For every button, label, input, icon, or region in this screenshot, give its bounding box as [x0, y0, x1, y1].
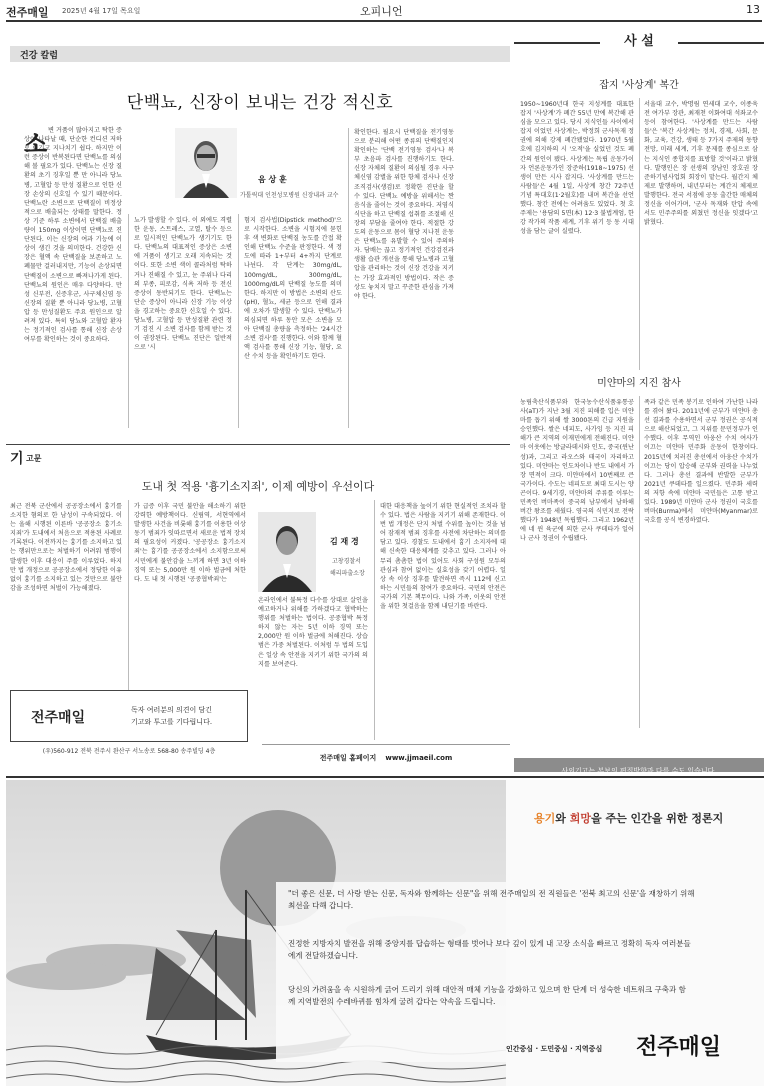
- editorial-label-box: [600, 30, 678, 52]
- contribution-col-a: 최근 전북 군산에서 공공장소에서 흉기를 소지한 혐의로 한 남성이 구속되었다. 이는 올해 시행된 이른바 '공공장소 흉기소지죄'가 도내에서 처음으로 적용된 사례로 기록된다. 이전까지는 흉기를 소지하고 있는 행위만으로는 처벌하기 어려워 범행이 발생한 이후 대응이 주를 이루었다. 하지만 법 개정으로 공공장소에서 정당한 이유 없이 흉기를 소지하고 있는 것만으로 불안감을 조성하면 처벌이 가능해졌다.: [10, 503, 122, 592]
- editorial-title-1: 잡지 '사상계' 복간: [599, 80, 679, 91]
- ad-headline-rest: 을 주는 인간을 위한 정론지: [591, 812, 724, 825]
- submission-logo: 전주매일: [31, 710, 86, 726]
- submission-address: (우)560-912 전북 전주시 완산구 서노송로 568-80 송주빌딩 4층: [42, 748, 216, 755]
- editorial-2-col-b: 족과 같은 민족 봉기로 인하여 가난한 나라를 겪어 왔다. 2011년에 군부가 미얀마 총선 결과를 수용하면서 군부 정권은 공식적으로 해산되었고, 그 지위를 문민정부가 인수했다. 이후 무역인 아웅산 수치 여사가 이끄는 미얀마 민주화 운동이 한창이다. 2015년에 치러진 총선에서 아웅산 수치가 이끄는 당이 압승해 군부와 권력을 나누었다. 그러나 총선 결과에 반발한 군부가 2021년 쿠데타를 일으켰다. 민주화 세력의 저항 속에 미얀마 국민들은 고통 받고 있다. 1989년 미얀마 군사 정권이 국호를 버마(Burma)에서 미얀마(Myanmar)로 국호를 공식 변경하였다.: [644, 399, 758, 525]
- header-section: 오피니언: [360, 5, 403, 18]
- author-name: 음 상 훈: [258, 175, 287, 184]
- editorial-2-col-a: 농림축산식품부와 한국농수산식품유통공사(aT)가 지난 3월 지진 피해를 입은 미얀마를 돕기 위해 쌀 3000톤의 긴급 지원을 승인했다. 쌀은 네피도, 사가잉 등 지진 피해가 큰 지역의 이재민에게 전해진다. 미얀마 이웃에는 방글라데시와 인도, 중국(윈난성)과, 그리고 라오스와 태국이 자리하고 있다. 미얀마는 인도차이나 반도 내에서 가장 면적이 크다. 미얀마에서 10번째로 큰 국가이다. 수도는 네피도로 최대 도시는 양곤이다. 9세기경, 미얀마의 주류를 이루는 민족인 버마족이 중국의 남부에서 남하해 버간 왕조를 세웠다. 영국의 식민지로 전락했다가 1948년 독립했다. 그리고 1962년에 네 윈 육군에 의한 군사 쿠데타가 일어나 군사 정권이 수립됐다.: [520, 399, 634, 543]
- editorial-1-col-b: 서울대 교수, 박명림 연세대 교수, 이종욱 전 여가부 장관, 최재천 이화여대 석좌교수 등이 참여한다. '사상계를 만드는 사람들'은 '복간 사상계는 정치, 경제, 사회, 문화, 교육, 건강, 생태 등 7가지 주제의 동향 전망, 미래 세계, 기후 문제를 종심으로 삼는 지식인 종합지를 표방할 것'이라고 밝혔다. 발행인은 장 선생의 장남인 장호권 장준하기념사업회 회장이 맡는다. 월간지 체제로 발행하며, 내년부터는 계간지 체제로 발행한다. 전국 서점에 공동 출간한 매체의 정신을 이어가며, '군사 독재와 탄압 속에서도 민주주의를 외쳤던 정신을 잇겠다'고 밝혔다.: [644, 101, 758, 227]
- submission-box: [10, 690, 248, 742]
- contribution-col-c: 온라인에서 불특정 다수를 상대로 살인을 예고하거나 위해를 가하겠다고 협박하는 행위를 처벌하는 법이다. 공중협박 특정하지 않는 자는 5년 이하 징역 또는 2,000만 원 이하 벌금에 처해진다. 상습범은 가중 처벌된다. 이처럼 두 법의 도입은 일상 속 안전을 지키기 위한 국가의 의지를 보여준다.: [258, 597, 368, 668]
- col-divider: [238, 214, 239, 428]
- header-date: 2025년 4월 17일 목요일: [62, 7, 141, 15]
- homepage-url[interactable]: www.jjmaeil.com: [385, 754, 453, 762]
- health-column-title: 단백뇨, 신장이 보내는 건강 적신호: [126, 93, 394, 113]
- ad-para-2: 진정한 지방자치 발전을 위해 중앙지를 답습하는 형태를 벗어나 보다 깊이 있게 내 고장 소식을 빠르고 정확히 독자 여러분들에게 전달하겠습니다.: [288, 939, 691, 960]
- col-divider: [639, 98, 640, 370]
- header-paper-name: 전주매일: [6, 6, 49, 19]
- contribution-col-b: 가 급증 이후 국민 불안을 해소하기 위한 강력한 예방책이다. 신림역, 서현역에서 발생한 사건을 비롯해 흉기를 이용한 이상동기 범죄가 잇따르면서 새로운 법적 장치의 필요성이 커졌다. '공공장소 흉기소지죄'는 흉기를 공공장소에서 소지함으로써 시민에게 불안감을 느끼게 하면 3년 이하 징역 또는 5,000만 원 이하 벌금에 처한다. 도 내 첫 시행된 '공중협박죄'는: [134, 503, 246, 583]
- health-col-c: 험지 검사법(Dipstick method)'으로 시작한다. 소변을 시험지에 묻힌 후 색 변화로 단백질 농도를 간접 확인해 단백뇨 수준을 판정한다. 색 정도에 따라 1+부터 4+까지 단계로 나뉜다. 각 단계는 30mg/dL, 100mg/dL, 300mg/dL, 1000mg/dL의 단백질 농도를 의미한다. 하지만 이 방법은 소변의 산도(pH), 혈뇨, 세균 등으로 인해 결과에 오차가 발생할 수 있다. 단백뇨가 의심되면 하루 동안 모은 소변을 모아 단백질 총량을 측정하는 '24시간 소변 검사'를 진행한다. 이와 함께 혈액 검사를 통해 신장 기능, 혈당, 요산 수치 등을 확인하기도 한다.: [244, 217, 342, 361]
- col-divider: [374, 500, 375, 740]
- header: [0, 0, 768, 22]
- ad-headline: [534, 810, 764, 826]
- ad-para-3: 당신의 가려움을 속 시원하게 긁어 드리기 위해 대안적 매체 기능을 강화하고 있으며 한 단계 더 성숙한 네트워크 구축과 함께 지역발전의 수레바퀴를 힘차게 굴려 갑다는 약속을 드립니다.: [288, 985, 686, 1006]
- author-portrait-icon: [175, 128, 237, 198]
- health-column-label: 건강 칼럼: [20, 51, 58, 61]
- editorial: [514, 28, 764, 748]
- header-page-number: 13: [746, 3, 760, 16]
- health-col-a: 변 거품이 많아지고 탁한 증상이 나타날 때, 단순한 컨디션 저하로 여기고 지나치기 쉽다. 하지만 이런 증상이 반복된다면 단백뇨를 의심해 볼 필요가 있다. 단백뇨는 신장 질환의 초기 징후일 뿐 만 아니라 당뇨병, 고혈압 등 만성 질환으로 인한 신장 손상의 신호일 수 있기 때문이다. 단백뇨란 소변으로 단백질이 비정상적으로 배출되는 상태를 말한다. 정상 기준 하루 소변에서 단백질 배출량이 150mg 이상이면 단백뇨로 진단된다. 이는 신장의 여과 기능에 이상이 생긴 것을 의미한다. 건강한 신장은 혈액 속 단백질을 보존하고 노폐물만 걸러내지만, 기능이 손상되면 단백질이 소변으로 빠져나가게 된다. 단백뇨의 원인은 매우 다양하다. 만성 신부전, 신증후군, 사구체신염 등 신장의 질환 뿐 아니라 당뇨병, 고혈압 등 만성질환도 주요 원인으로 알려져 있다. 특히 당뇨와 고혈압 환자는 정기적인 검사를 통해 신장 손상 여부를 확인하는 것이 중요하다.: [24, 127, 122, 344]
- col-divider: [128, 214, 129, 428]
- section-rule: [6, 444, 510, 445]
- drop-cap: 소: [24, 129, 48, 158]
- col-divider: [639, 396, 640, 728]
- health-column: [10, 46, 510, 436]
- contributor-affil-2: 해리파출소장: [330, 570, 365, 577]
- ad-headline-courage: 용기: [534, 812, 556, 825]
- disclaimer-text: 사외기고는 본보의 편집방향과 다를 수도 있습니다.: [561, 767, 717, 775]
- editorial-label: 사 설: [624, 34, 654, 49]
- contribution-label-big: 기: [10, 451, 24, 467]
- contributor-photo: [258, 512, 316, 592]
- author-affiliation: 가톨릭대 인천성모병원 신장내과 교수: [240, 192, 339, 199]
- health-col-b: 뇨가 발생할 수 있다. 이 외에도 격렬한 운동, 스트레스, 고열, 탈수 등으로 일시적인 단백뇨가 생기기도 한다. 단백뇨의 대표적인 증상은 소변에 거품이 생기고 오래 지속되는 것이다. 또한 소변 색이 콜라처럼 탁하거나 진해질 수 있고, 눈 주위나 다리의 부종, 피로감, 식욕 저하 등 전신 증상이 동반되기도 한다. 단백뇨는 단순 증상이 아니라 신장 기능 이상을 경고하는 중요한 신호일 수 있다. 당뇨병, 고혈압 등 만성질환 관련 정기 검진 시 소변 검사를 함께 받는 것이 권장된다. 단백뇨 진단은 일반적으로 '시: [134, 217, 232, 352]
- submission-text-1: 독자 여러분의 의견이 담긴: [131, 706, 213, 714]
- contributor-portrait-icon: [258, 512, 316, 592]
- health-col-d: 확인한다. 필요시 단백질을 전기영동으로 분리해 어떤 종류의 단백질인지 확인하는 '단백 전기영동 검사'나 복부 초음파 검사를 진행하기도 한다. 신장 자체의 질환이 의심될 경우 사구체신염 감별을 위한 항체 검사나 신장 조직검사(생검)로 정확한 진단을 할 수 있다. 단백뇨 예방을 위해서는 짠 음식을 줄이는 것이 중요하다. 저염식 식단을 하고 단백질 섭취를 조절해 신장의 부담을 줄여야 한다. 적절한 강도의 운동으로 몸이 혈당 지나친 운동은 단백뇨를 유발할 수 있어 주의하자. 담배는 끊고 정기적인 건강검진과 생활 습관 개선을 통해 당뇨병과 고혈압을 관리하는 것이 신장 건강을 지키는 가장 효과적인 방법이다. 작은 증상도 놓치지 말고 꾸준한 관심을 가져야 한다.: [354, 129, 454, 300]
- contribution-col-d: 대한 대응책을 높이기 위한 현실적인 조치라 할 수 있다. 법은 사람을 지키기 위해 존재한다. 이번 법 개정은 단지 처벌 수위를 높이는 것을 넘어 잠재적 범죄 징후를 사전에 차단하는 의미를 담고 있다. 경찰도 도내에서 흉기 소지자에 대해 신속한 대응체계를 갖추고 있다. 그러나 아무리 촘촘한 법이 있어도 사회 구성원 모두의 관심과 참여 없이는 실효성을 갖기 어렵다. 일상 속 이상 징후를 발견하면 즉시 112에 신고하는 시민들의 참여가 중요하다. 국민의 안전은 국가의 기본 책무이다. 나와 가족, 이웃의 안전을 위한 첫걸음을 함께 내딛기를 바란다.: [380, 503, 506, 611]
- disclaimer-bar: [514, 758, 764, 775]
- ad-headline-and: 와: [555, 812, 570, 825]
- col-divider: [348, 128, 349, 428]
- contribution-label-small: 고문: [26, 454, 42, 463]
- ad-headline-hope: 희망: [569, 812, 591, 825]
- contribution-title: 도내 첫 적용 '흉기소지죄', 이제 예방이 우선이다: [141, 480, 375, 493]
- header-rule: [6, 20, 762, 22]
- contributor-affil-1: 고창경찰서: [332, 558, 361, 565]
- submission-text-2: 기고와 투고를 기다립니다.: [131, 718, 213, 726]
- author-photo: [175, 128, 237, 198]
- ad-banner: [6, 780, 764, 1086]
- editorial-1-col-a: 1950~1960년대 한국 지성계를 대표한 잡지 '사상계'가 폐간 55년 만에 복간해 관심을 모으고 있다. 당시 지식인들 사이에서 잡지 이었던 사상계는, 박정희 군사독재 정권에 의해 강제 폐간됐었다. 1970년 5월호에 김지하의 시 '오적'을 실었던 것도 폐간의 원인이 됐다. 사상계는 독립 운동가이자 언론운동가인 장준하(1918~1975) 선생이 만든 시사 잡지다. '사상계를 만드는 사람들'은 4월 1일, 사상계 창간 72주년 기념 특대호(1·2월호)를 내며 복간을 선언했다. 창간 전에는 어려움도 있었다. 첫 호 주제는 '용담의 5면(本) 12·3 불법계엄, 한강 작가의 작품 세계, 기후 위기 등 동 시대성을 담는 글이 실렸다.: [520, 101, 634, 236]
- ad-top-rule: [6, 776, 764, 778]
- homepage-prefix: 전주매일 홈페이지: [319, 754, 377, 762]
- ad-slogan: 인간중심 · 도민중심 · 지역중심: [506, 1045, 603, 1053]
- health-column-label-bar: [10, 46, 510, 62]
- editorial-title-2: 미얀마의 지진 참사: [597, 378, 681, 389]
- ad-para-1: "더 좋은 신문, 더 사랑 받는 신문, 독자와 함께하는 신문"을 위해 전주매일의 전 직원들은 '전북 최고의 신문'을 재창하기 위해 최선을 다해 갑니다.: [288, 889, 695, 910]
- ad-logo: 전주매일: [636, 1035, 722, 1060]
- homepage-footer: [262, 744, 510, 762]
- contributor-name: 김 재 경: [330, 537, 359, 546]
